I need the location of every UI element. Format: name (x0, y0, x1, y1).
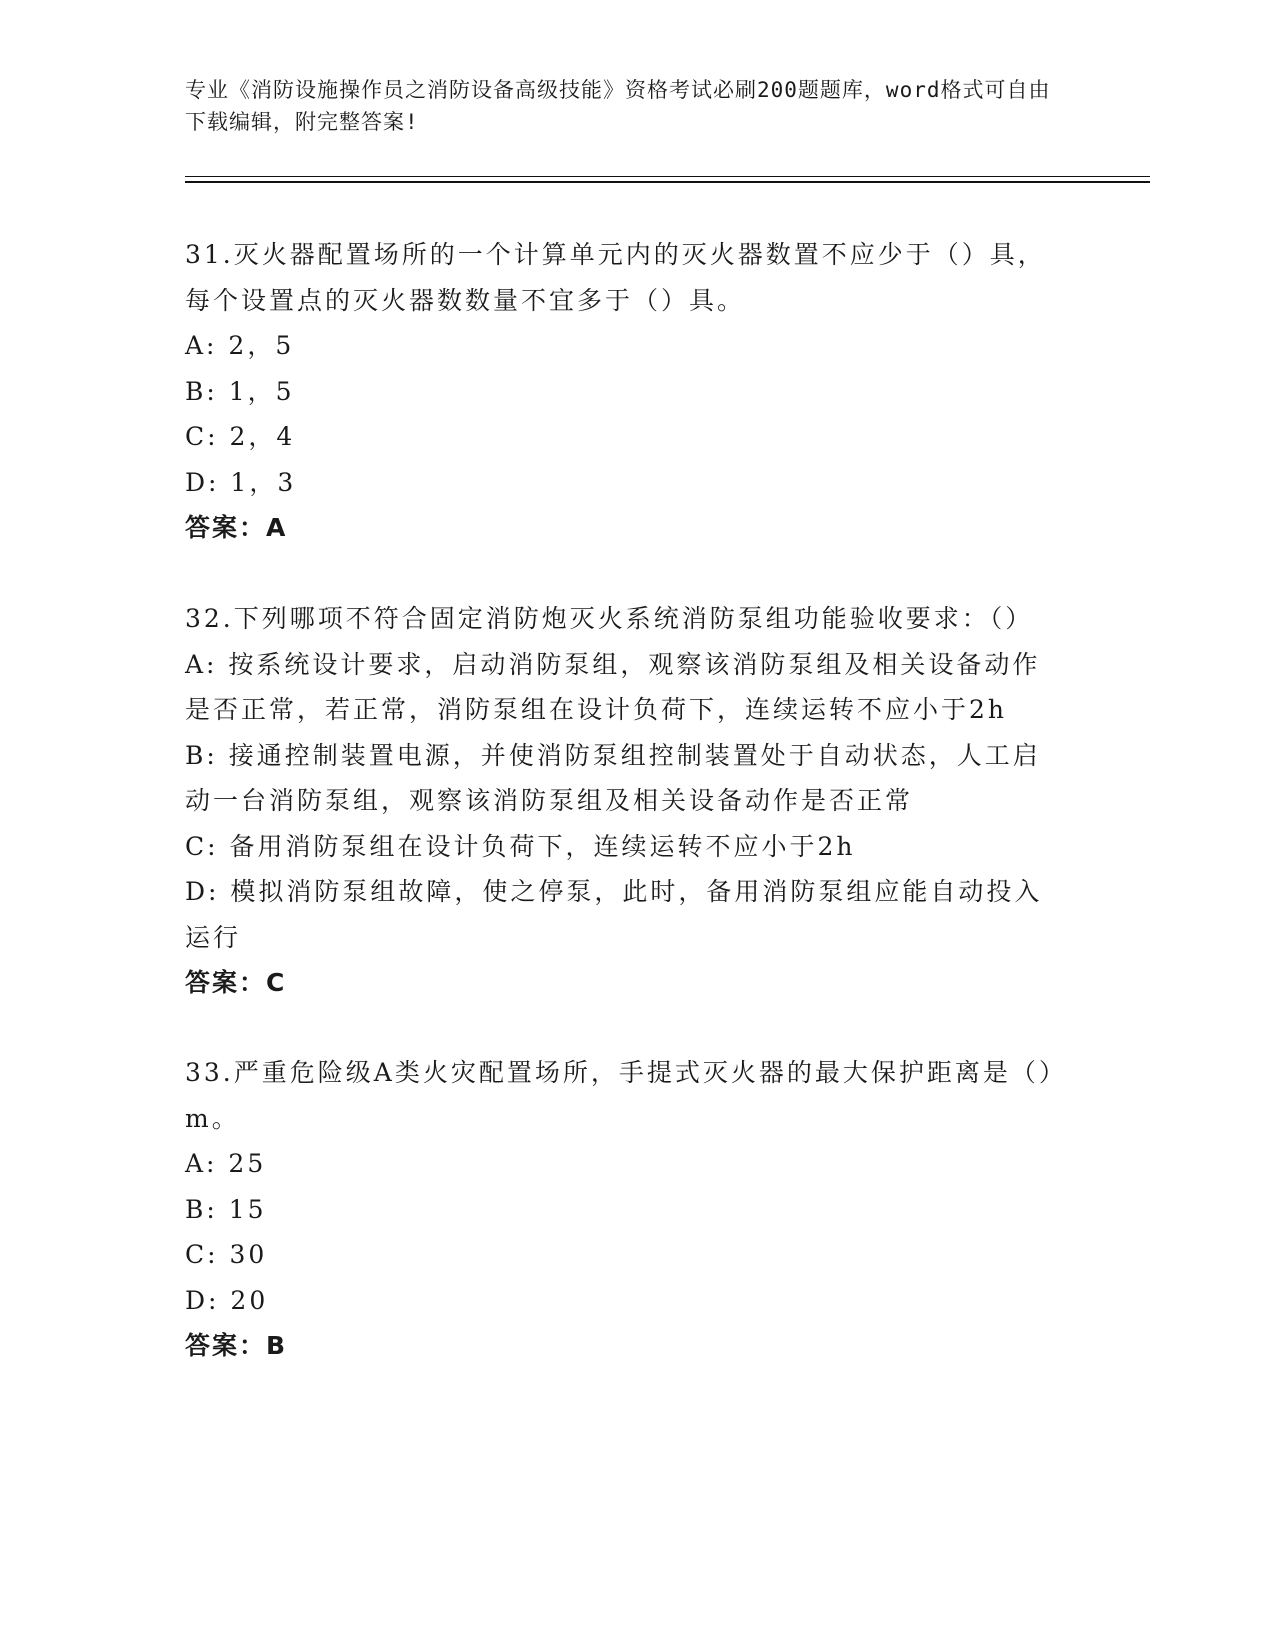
question-stem: 33.严重危险级A类火灾配置场所，手提式灭火器的最大保护距离是（）m。 (185, 1058, 1055, 1133)
option-b: B: 15 (185, 1194, 267, 1224)
answer-line: 答案：B (185, 1331, 288, 1360)
answer-line: 答案：C (185, 968, 287, 997)
document-header: 专业《消防设施操作员之消防设备高级技能》资格考试必刷200题题库，word格式可自由下载编辑，附完整答案! (185, 78, 1051, 134)
answer-line: 答案：A (185, 513, 288, 542)
question-stem: 32.下列哪项不符合固定消防炮灭火系统消防泵组功能验收要求：（） (185, 604, 1034, 633)
question-31 (185, 232, 1065, 551)
option-c: C: 30 (185, 1240, 268, 1269)
question-32 (185, 596, 1065, 1006)
option-d: D: 20 (185, 1285, 269, 1315)
option-b: B: 接通控制装置电源，并使消防泵组控制装置处于自动状态，人工启动一台消防泵组，观察该消防泵组及相关设备动作是否正常 (185, 740, 1041, 815)
option-c: C: 备用消防泵组在设计负荷下，连续运转不应小于2h (185, 831, 856, 861)
header-divider-thin (185, 176, 1150, 177)
option-a: A: 2，5 (185, 331, 295, 360)
option-a: A: 25 (185, 1149, 267, 1178)
option-a: A: 按系统设计要求，启动消防泵组，观察该消防泵组及相关设备动作是否正常，若正常，消防泵组在设计负荷下，连续运转不应小于2h (185, 649, 1041, 724)
option-b: B: 1，5 (185, 376, 295, 406)
option-d: D: 模拟消防泵组故障，使之停泵，此时，备用消防泵组应能自动投入运行 (185, 877, 1043, 952)
question-stem: 31.灭火器配置场所的一个计算单元内的灭火器数置不应少于（）具，每个设置点的灭火器数数量不宜多于（）具。 (185, 240, 1046, 315)
header-divider-thick (185, 181, 1150, 183)
option-c: C: 2，4 (185, 422, 296, 451)
question-33 (185, 1050, 1065, 1369)
option-d: D: 1，3 (185, 467, 297, 497)
